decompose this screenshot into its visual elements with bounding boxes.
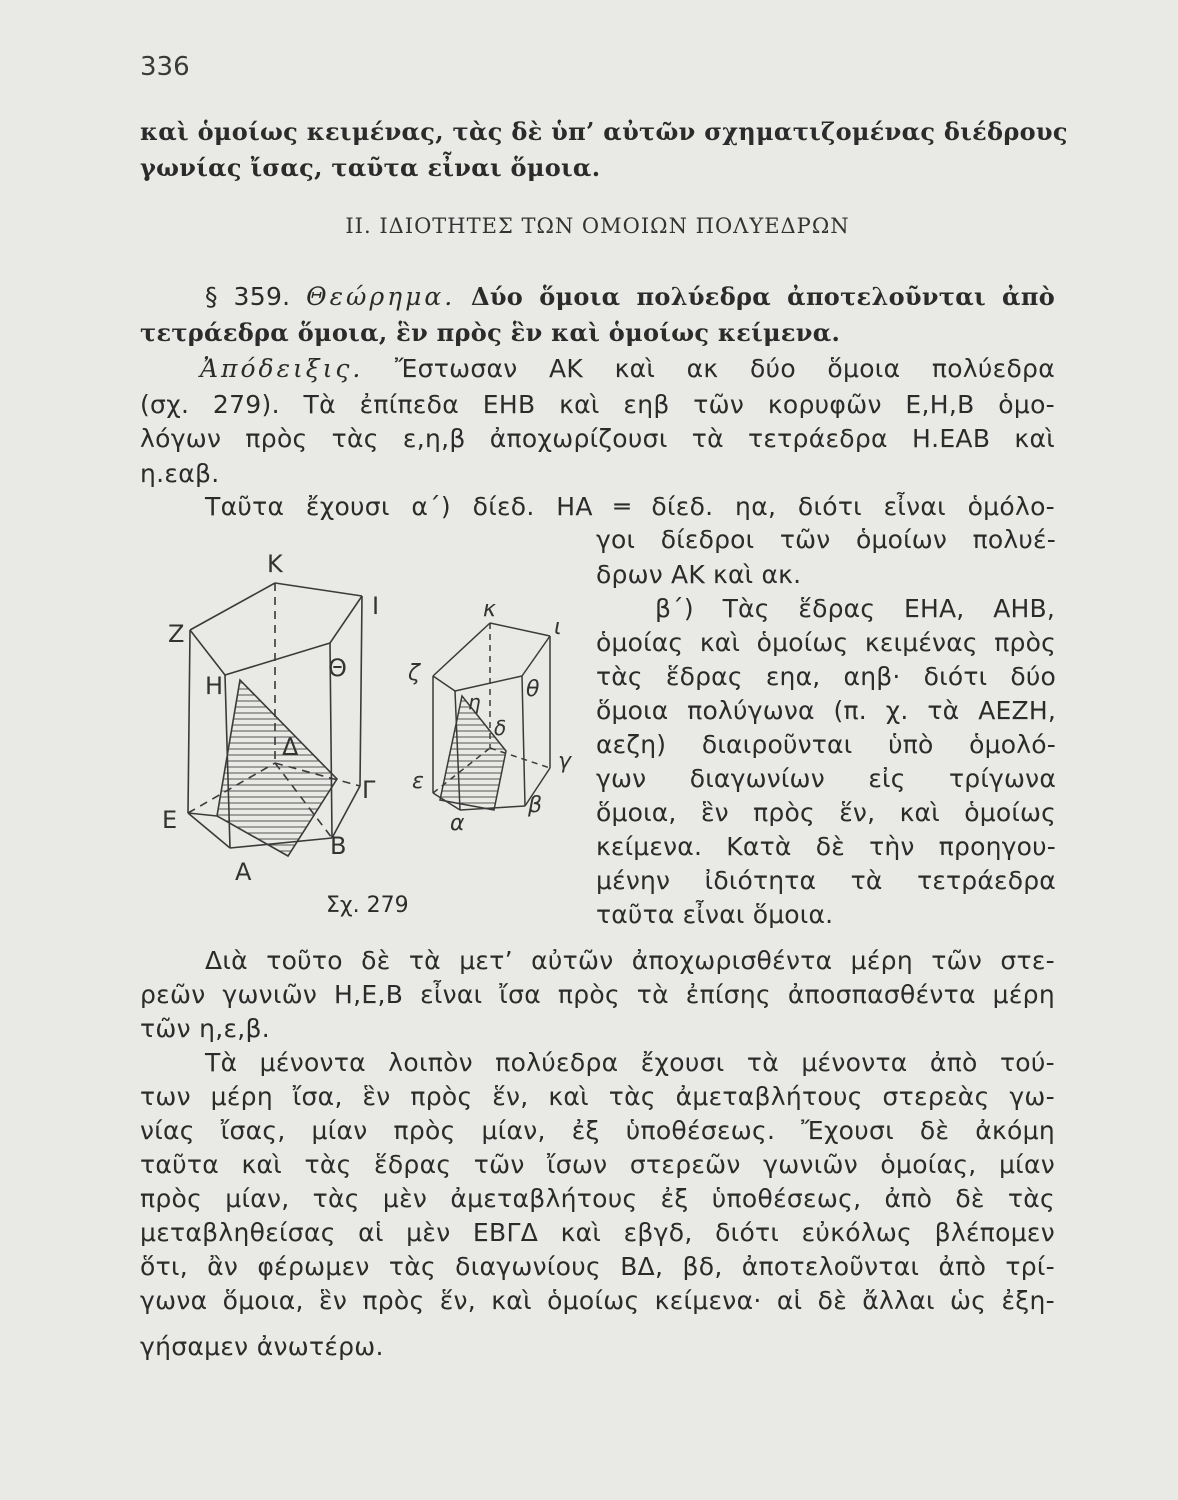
proof-line-4: η.εαβ. xyxy=(140,459,220,488)
column-line-5: τὰς ἕδρας εηα, αηβ· διότι δύο xyxy=(596,662,1056,691)
body-line-7: ταῦτα καὶ τὰς ἕδρας τῶν ἴσων στερεῶν γωνιῶν ὁμοίας, μίαν xyxy=(140,1150,1055,1179)
label-B: Β xyxy=(330,832,347,860)
label-E: Ε xyxy=(162,806,178,834)
body-line-3: τῶν η,ε,β. xyxy=(140,1014,271,1043)
theorem-text-1: Δύο ὅμοια πολύεδρα ἀποτελοῦνται ἀπὸ xyxy=(470,282,1056,311)
column-line-6: ὅμοια πολύγωνα (π. χ. τὰ ΑΕΖΗ, xyxy=(596,696,1056,725)
label-Delta: Δ xyxy=(282,733,299,761)
proof-label: Ἀπόδειξις. xyxy=(200,354,364,383)
label-Theta: Θ xyxy=(328,654,347,682)
body-line-12: γήσαμεν ἀνωτέρω. xyxy=(140,1332,384,1361)
column-line-8: γων διαγωνίων εἰς τρίγωνα xyxy=(596,764,1056,793)
body-line-6: νίας ἴσας, μίαν πρὸς μίαν, ἐξ ὑποθέσεως. Ἔχουσι δὲ ἀκόμη xyxy=(140,1116,1055,1145)
label-Z: Ζ xyxy=(168,620,185,648)
label-H: Η xyxy=(205,672,224,700)
intro-line-2: γωνίας ἴσας, ταῦτα εἶναι ὅμοια. xyxy=(140,153,601,182)
column-line-11: μένην ἰδιότητα τὰ τετράεδρα xyxy=(596,866,1056,895)
label-a: α xyxy=(450,811,465,836)
section-heading: II. ΙΔΙΟΤΗΤΕΣ ΤΩΝ ΟΜΟΙΩΝ ΠΟΛΥΕΔΡΩΝ xyxy=(345,214,850,238)
proof-line-2: (σχ. 279). Τὰ ἐπίπεδα ΕΗΒ καὶ εηβ τῶν κορυφῶν Ε,Η,Β ὁμο- xyxy=(140,390,1055,419)
column-line-7: αεζη) διαιροῦνται ὑπὸ ὁμολό- xyxy=(596,730,1056,759)
body-line-5: των μέρη ἴσα, ἓν πρὸς ἕν, καὶ τὰς ἀμεταβλήτους στερεὰς γω- xyxy=(140,1082,1055,1111)
column-line-2: δρων ΑΚ καὶ ακ. xyxy=(596,560,802,589)
column-line-10: κείμενα. Κατὰ δὲ τὴν προηγου- xyxy=(596,832,1056,861)
theorem-number: § 359. xyxy=(205,282,291,311)
label-e: η xyxy=(468,690,481,714)
label-A: Α xyxy=(235,858,252,886)
label-g: γ xyxy=(558,749,572,774)
column-line-12: ταῦτα εἶναι ὅμοια. xyxy=(596,900,834,929)
label-ep: ε xyxy=(412,769,424,794)
body-line-11: γωνα ὅμοια, ἓν πρὸς ἕν, καὶ ὁμοίως κείμενα· αἱ δὲ ἄλλαι ὡς ἐξη- xyxy=(140,1286,1055,1315)
column-line-1: γοι δίεδροι τῶν ὁμοίων πολυέ- xyxy=(596,525,1056,554)
polyhedra-diagram xyxy=(150,548,590,928)
label-th: θ xyxy=(526,677,540,702)
label-d: δ xyxy=(494,716,507,740)
label-b: β xyxy=(528,793,543,818)
proof-line-1 xyxy=(140,354,1055,383)
proof-line-5: Ταῦτα ἔχουσι α΄) δίεδ. ΗΑ ═ δίεδ. ηα, διότι εἶναι ὁμόλο- xyxy=(205,492,1055,521)
small-prism xyxy=(433,623,550,810)
proof-text-1: Ἔστωσαν ΑΚ καὶ ακ δύο ὅμοια πολύεδρα xyxy=(394,354,1056,383)
label-I: Ι xyxy=(372,592,380,620)
body-line-1: Διὰ τοῦτο δὲ τὰ μετ’ αὐτῶν ἀποχωρισθέντα μέρη τῶν στε- xyxy=(205,946,1055,975)
intro-line-1: καὶ ὁμοίως κειμένας, τὰς δὲ ὑπ’ αὐτῶν σχηματιζομένας διέδρους xyxy=(140,117,1068,146)
label-K: Κ xyxy=(267,550,283,578)
label-k: κ xyxy=(483,597,496,622)
body-line-2: ρεῶν γωνιῶν Η,Ε,Β εἶναι ἴσα πρὸς τὰ ἐπίσης ἀποσπασθέντα μέρη xyxy=(140,980,1055,1009)
large-tetrahedron xyxy=(217,680,337,856)
column-line-4: ὁμοίας καὶ ὁμοίως κειμένας πρὸς xyxy=(596,628,1056,657)
theorem-line-1 xyxy=(140,282,1055,311)
label-i: ι xyxy=(554,615,562,640)
label-Gamma: Γ xyxy=(362,776,376,804)
figure-279 xyxy=(150,548,590,928)
page-number: 336 xyxy=(140,52,190,82)
theorem-label: Θεώρημα. xyxy=(306,282,456,311)
figure-caption: Σχ. 279 xyxy=(326,893,409,918)
theorem-line-2: τετράεδρα ὅμοια, ἓν πρὸς ἓν καὶ ὁμοίως κείμενα. xyxy=(140,318,841,347)
column-line-3: β΄) Τὰς ἕδρας ΕΗΑ, ΑΗΒ, xyxy=(655,594,1055,623)
proof-line-3: λόγων πρὸς τὰς ε,η,β ἀποχωρίζουσι τὰ τετράεδρα Η.ΕΑΒ καὶ xyxy=(140,424,1055,453)
body-line-8: πρὸς μίαν, τὰς μὲν ἀμεταβλήτους ἐξ ὑποθέσεως, ἀπὸ δὲ τὰς xyxy=(140,1184,1055,1213)
body-line-9: μεταβληθείσας αἱ μὲν ΕΒΓΔ καὶ εβγδ, διότι εὐκόλως βλέπομεν xyxy=(140,1218,1055,1247)
body-line-10: ὅτι, ἂν φέρωμεν τὰς διαγωνίους ΒΔ, βδ, ἀποτελοῦνται ἀπὸ τρί- xyxy=(140,1252,1055,1281)
column-line-9: ὅμοια, ἓν πρὸς ἕν, καὶ ὁμοίως xyxy=(596,798,1056,827)
large-prism xyxy=(188,583,362,856)
label-z: ζ xyxy=(408,661,420,686)
body-line-4: Τὰ μένοντα λοιπὸν πολύεδρα ἔχουσι τὰ μένοντα ἀπὸ τού- xyxy=(205,1048,1055,1077)
